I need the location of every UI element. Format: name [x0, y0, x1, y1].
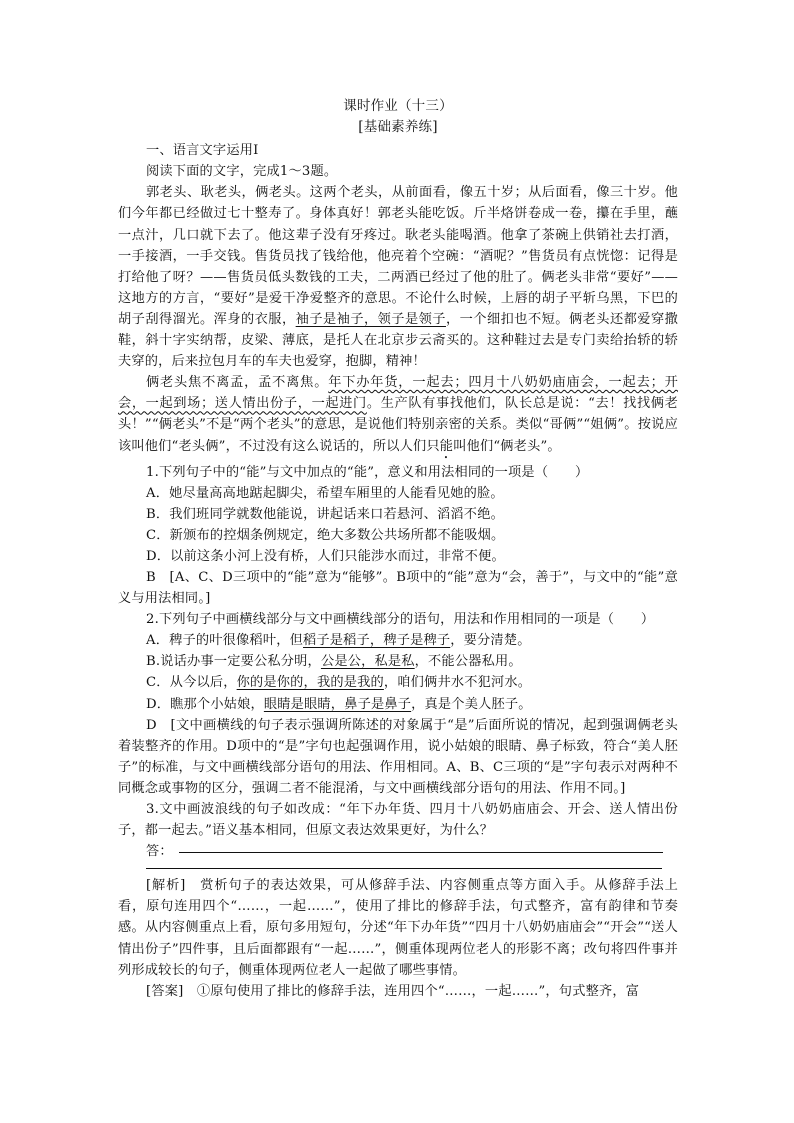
question-1-option-d: D．以前这条小河上没有桥，人们只能涉水而过，非常不便。	[146, 548, 505, 564]
passage-paragraph-2	[118, 372, 678, 461]
answer-line	[118, 841, 678, 862]
passage-paragraph-1	[118, 182, 678, 372]
question-1-stem: 1.下列句子中的“能”与文中加点的“能”，意义和用法相同的一项是（ ）	[146, 464, 589, 480]
underlined-sentence: 袖子是袖子，领子是领子	[295, 311, 446, 327]
passage-text: 郭老头、耿老头，俩老头。这两个老头，从前面看，像五十岁；从后面看，像三十岁。他们今年都已经做过七十整寿了。身体真好！郭老头能吃饭。斤半烙饼卷成一卷，攥在手里，蘸一点汁，几口就下去了。他这辈子没有牙疼过。耿老头能喝酒。他拿了茶碗上供销社去打酒，一手接酒，一手交钱。售货员找了钱给他，他亮着个空碗：“酒呢？”售货员有点恍惚：记得是打给他了呀？——售货员低头数钱的工夫，二两酒已经过了他的肚了。俩老头非常“要好”——这地方的方言，“要好”是爱干净爱整齐的意思。不论什么时候，上唇的胡子平斩乌黑，下巴的胡子刮得溜光。浑身的衣服，	[118, 185, 678, 327]
section-subtitle: [基础素养练]	[358, 119, 438, 136]
question-1-answer: B [A、C、D三项中的“能”意为“能够”。B项中的“能”意为“会，善于”，与文中的“能”意义与用法相同。]	[118, 569, 678, 607]
question-1-option-a: A．她尽量高高地踮起脚尖，希望车厢里的人能看见她的脸。	[146, 485, 504, 501]
worksheet-content	[118, 96, 678, 1002]
question-3-stem: 3.文中画波浪线的句子如改成：“年下办年货、四月十八奶奶庙庙会、开会、送人情出份子，都一起去。”语义基本相同，但原文表达效果更好，为什么？	[118, 802, 678, 839]
option-text: ，不能公器私用。	[414, 654, 522, 670]
underlined-phrase: 你的是你的，我的是我的	[236, 675, 384, 691]
option-text: ，要分清楚。	[450, 633, 531, 649]
option-text: B.说话办事一定要公私分明，	[146, 654, 321, 670]
question-2-option-a	[118, 630, 678, 651]
passage-text: 。生产队有事找他们，队长总是说：“去！找找俩老头！”“俩老头”不是“两个老头”的意思，是说他们特别亲密的关系。类似“哥俩”“姐俩”。按说应该叫他们“老头俩”，不过没有这么说话的，所以人们只	[118, 396, 678, 454]
wavy-underlined-sentence: 年下办年货，一起去；四月十八奶奶庙庙会，一起去；开会，一起到场；送人情出份子，一起进门	[118, 375, 678, 412]
option-text: ，真是个美人胚子。	[411, 696, 532, 712]
underlined-phrase: 公是公，私是私	[320, 654, 415, 670]
option-text: D．瞧那个小姑娘，	[146, 696, 264, 712]
answer-label: 答：	[146, 844, 173, 860]
passage-text: ，一个细扣也不短。俩老头还都爱穿撒鞋，斜十字实纳帮，皮梁、薄底，是托人在北京步云斋买的。这种鞋过去是专门卖给抬轿的轿夫穿的，后来拉包月车的车夫也爱穿，抱脚，精神！	[118, 311, 678, 370]
dotted-character: 能	[439, 438, 454, 454]
option-text: A．稗子的叶很像稻叶，但	[146, 633, 303, 649]
question-3-analysis: [解析] 赏析句子的表达效果，可从修辞手法、内容侧重点等方面入手。从修辞手法上看，原句连用四个“……，一起……”，使用了排比的修辞手法，句式整齐，富有韵律和节奏感。从内容侧重点上看，原句多用短句，分述“年下办年货”“四月十八奶奶庙庙会”“开会”“送人情出份子”四件事，且后面都跟有“一起……”，侧重体现两位老人的形影不离；改句将四件事并列形成较长的句子，侧重体现两位老人一起做了哪些事情。	[118, 878, 678, 978]
option-text: ，咱们俩井水不犯河水。	[383, 675, 532, 691]
underlined-phrase: 眼睛是眼睛，鼻子是鼻子	[263, 696, 412, 712]
question-1-option-c: C．新颁布的控烟条例规定，绝大多数公共场所都不能吸烟。	[146, 527, 505, 543]
option-text: C．从今以后，	[146, 675, 237, 691]
question-3-key: [答案] ①原句使用了排比的修辞手法，连用四个“……，一起……”，句式整齐，富	[146, 983, 640, 999]
passage-text: 俩老头焦不离孟，孟不离焦。	[146, 375, 329, 391]
answer-blank[interactable]	[179, 851, 663, 853]
underlined-phrase: 稻子是稻子，稗子是稗子	[303, 633, 451, 649]
question-2-option-d	[118, 694, 678, 715]
page-title: 课时作业（十三）	[343, 98, 453, 114]
section-heading: 一、语言文字运用Ⅰ	[146, 143, 259, 159]
question-2-answer: D [文中画横线的句子表示强调所陈述的对象属于“是”后面所说的情况，起到强调俩老头着装整齐的作用。D项中的“是”字句也起强调作用，说小姑娘的眼睛、鼻子标致，符合“美人胚子”的标准，与文中画横线部分语句的用法、作用相同。A、B、C三项的“是”字句表示对两种不同概念或事物的区分，强调二者不能混淆，与文中画横线部分语句的用法、作用不同。]	[118, 717, 678, 796]
reading-instruction: 阅读下面的文字，完成1～3题。	[146, 164, 338, 180]
question-2-option-b	[118, 651, 678, 672]
question-1-option-b: B．我们班同学就数他能说，讲起话来口若悬河、滔滔不绝。	[146, 506, 504, 522]
divider	[146, 868, 662, 869]
question-2-option-c	[118, 672, 678, 693]
passage-text: 叫他们“俩老头”。	[453, 438, 561, 454]
question-2-stem: 2.下列句子中画横线部分与文中画横线部分的语句，用法和作用相同的一项是（ ）	[146, 612, 655, 628]
